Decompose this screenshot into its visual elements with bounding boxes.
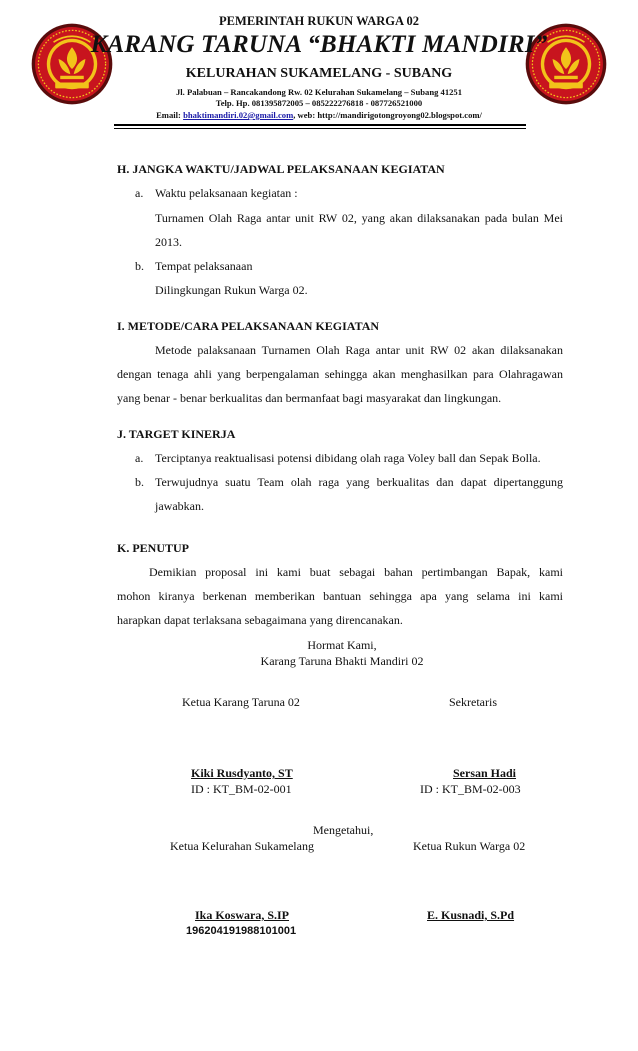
ketua-id: ID : KT_BM-02-001 xyxy=(191,782,292,796)
section-h-b-label: b. xyxy=(135,259,144,273)
letterhead-rule-thin xyxy=(114,128,526,129)
section-h-a-label: a. xyxy=(135,186,144,200)
ketua-title: Ketua Karang Taruna 02 xyxy=(182,695,300,709)
email-link[interactable]: bhaktimandiri.02@gmail.com xyxy=(183,110,294,120)
section-j-b-line1: Terwujudnya suatu Team olah raga yang berkualitas dan dapat dipertanggung xyxy=(155,475,563,489)
mengetahui-label: Mengetahui, xyxy=(313,823,374,837)
letterhead-government: PEMERINTAH RUKUN WARGA 02 xyxy=(219,14,419,28)
section-k-line3: harapkan dapat terlaksana sebagaimana yang direncanakan. xyxy=(117,613,403,627)
closing-organization: Karang Taruna Bhakti Mandiri 02 xyxy=(260,654,424,668)
letterhead-contact xyxy=(0,110,638,120)
section-h-a-line2: 2013. xyxy=(155,235,182,249)
section-i-line3: yang benar - benar berkualitas dan bermanfaat bagi masyarakat dan lingkungan. xyxy=(117,391,502,405)
section-h-a-title: Waktu pelaksanaan kegiatan : xyxy=(155,186,298,200)
rw-title: Ketua Rukun Warga 02 xyxy=(413,839,526,853)
letterhead-rule-thick xyxy=(114,124,526,126)
section-j-a-label: a. xyxy=(135,451,144,465)
section-k-heading: K. PENUTUP xyxy=(117,541,189,555)
letterhead-phone: Telp. Hp. 081395872005 – 085222276818 - 087726521000 xyxy=(215,98,423,108)
ketua-name: Kiki Rusdyanto, ST xyxy=(191,766,293,780)
letterhead-address: Jl. Palabuan – Rancakandong Rw. 02 Kelurahan Sukamelang – Subang 41251 xyxy=(175,87,463,97)
section-j-heading: J. TARGET KINERJA xyxy=(117,427,236,441)
section-i-line1: Metode palaksanaan Turnamen Olah Raga antar unit RW 02 akan dilaksanakan xyxy=(155,343,563,357)
section-k-line1: Demikian proposal ini kami buat sebagai bahan pertimbangan Bapak, kami xyxy=(149,565,563,579)
sekretaris-name: Sersan Hadi xyxy=(453,766,517,780)
section-j-a-line1: Terciptanya reaktualisasi potensi dibidang olah raga Voley ball dan Sepak Bolla. xyxy=(155,451,541,465)
closing-regards: Hormat Kami, xyxy=(307,638,377,652)
section-h-heading: H. JANGKA WAKTU/JADWAL PELAKSANAAN KEGIATAN xyxy=(117,162,445,176)
section-i-line2: dengan tenaga ahli yang berpengalaman sehingga akan menghasilkan para Olahragawan xyxy=(117,367,563,381)
email-label: Email: xyxy=(156,110,184,120)
section-h-b-title: Tempat pelaksanaan xyxy=(155,259,253,273)
section-j-b-label: b. xyxy=(135,475,144,489)
sekretaris-title: Sekretaris xyxy=(449,695,497,709)
section-h-b-line1: Dilingkungan Rukun Warga 02. xyxy=(155,283,308,297)
section-h-a-line1: Turnamen Olah Raga antar unit RW 02, yang akan dilaksanakan pada bulan Mei xyxy=(155,211,563,225)
lurah-nip: 196204191988101001 xyxy=(186,925,297,937)
sekretaris-id: ID : KT_BM-02-003 xyxy=(420,782,521,796)
web-address: , web: http://mandirigotongroyong02.blogspot.com/ xyxy=(293,110,482,120)
section-j-b-line2: jawabkan. xyxy=(155,499,204,513)
lurah-title: Ketua Kelurahan Sukamelang xyxy=(170,839,314,853)
lurah-name: Ika Koswara, S.IP xyxy=(195,908,290,922)
section-i-heading: I. METODE/CARA PELAKSANAAN KEGIATAN xyxy=(117,319,380,333)
rw-name: E. Kusnadi, S.Pd xyxy=(427,908,515,922)
letterhead-kelurahan: KELURAHAN SUKAMELANG - SUBANG xyxy=(185,66,453,81)
letterhead-organization: KARANG TARUNA “BHAKTI MANDIRI” xyxy=(90,31,548,58)
section-k-line2: mohon kiranya berkenan memberikan bantuan sehingga apa yang selama ini kami xyxy=(117,589,563,603)
